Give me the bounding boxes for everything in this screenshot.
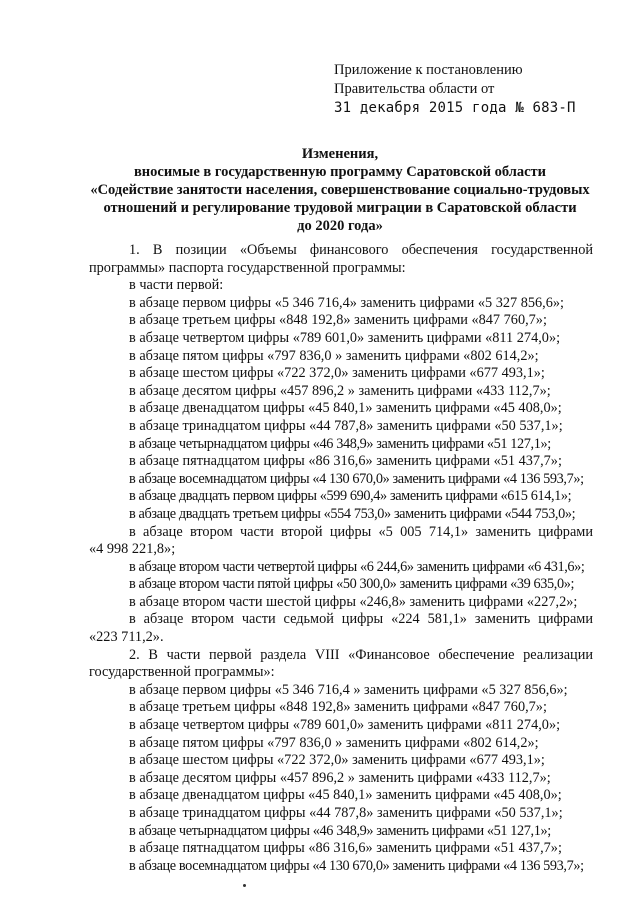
list-item: в абзаце двенадцатом цифры «45 840,1» заменить цифрами «45 408,0»;	[129, 787, 562, 804]
list-item: в абзаце двенадцатом цифры «45 840,1» заменить цифрами «45 408,0»;	[129, 400, 562, 417]
list-item: в абзаце третьем цифры «848 192,8» заменить цифрами «847 760,7»;	[129, 699, 547, 716]
title-line-5: до 2020 года»	[297, 218, 383, 234]
list-item: в абзаце втором части второй цифры «5 005 714,1» заменить цифрами	[129, 523, 593, 540]
paragraph-1-line-2: программы» паспорта государственной программы:	[89, 259, 406, 276]
list-item: в абзаце втором части четвертой цифры «6 244,6» заменить цифрами «6 431,6»;	[129, 558, 585, 575]
header-line-1: Приложение к постановлению	[334, 62, 523, 78]
list-item: в абзаце восемнадцатом цифры «4 130 670,0» заменить цифрами «4 136 593,7»;	[129, 857, 584, 874]
list-item: в абзаце третьем цифры «848 192,8» заменить цифрами «847 760,7»;	[129, 312, 547, 329]
approval-header	[334, 61, 576, 118]
list-item: в абзаце первом цифры «5 346 716,4 » заменить цифрами «5 327 856,6»;	[129, 681, 568, 698]
list-item: в абзаце первом цифры «5 346 716,4» заменить цифрами «5 327 856,6»;	[129, 294, 565, 311]
list-item: в абзаце втором части седьмой цифры «224 581,1» заменить цифрами	[129, 611, 593, 628]
list-item: в абзаце пятом цифры «797 836,0 » заменить цифрами «802 614,2»;	[129, 734, 539, 751]
list-item: в абзаце пятнадцатом цифры «86 316,6» заменить цифрами «51 437,7»;	[129, 840, 562, 857]
document-title	[86, 145, 594, 235]
paragraph-1-line-1: 1. В позиции «Объемы финансового обеспечения государственной	[129, 242, 593, 258]
list-item: в абзаце четырнадцатом цифры «46 348,9» заменить цифрами «51 127,1»;	[129, 822, 551, 839]
list-item: в абзаце десятом цифры «457 896,2 » заменить цифрами «433 112,7»;	[129, 769, 551, 786]
list-item: в абзаце тринадцатом цифры «44 787,8» заменить цифрами «50 537,1»;	[129, 805, 563, 821]
list-item: в абзаце четвертом цифры «789 601,0» заменить цифрами «811 274,0»;	[129, 329, 561, 346]
title-line-3: «Содействие занятости населения, совершенствование социально-трудовых	[90, 182, 590, 198]
list-item: в абзаце втором части пятой цифры «50 300,0» заменить цифрами «39 635,0»;	[129, 576, 575, 593]
list-item: в абзаце восемнадцатом цифры «4 130 670,0» заменить цифрами «4 136 593,7»;	[129, 470, 584, 487]
scan-speck	[243, 884, 246, 887]
header-date-line: 31 декабря 2015 года № 683-П	[334, 100, 576, 116]
list-item: в абзаце тринадцатом цифры «44 787,8» заменить цифрами «50 537,1»;	[129, 417, 563, 434]
list-item: в абзаце двадцать первом цифры «599 690,4» заменить цифрами «615 614,1»;	[129, 488, 572, 505]
list-item: в абзаце шестом цифры «722 372,0» заменить цифрами «677 493,1»;	[129, 365, 545, 382]
list-intro: в части первой:	[129, 277, 224, 294]
list-item-continuation: «223 711,2».	[89, 629, 164, 646]
list-item: в абзаце пятом цифры «797 836,0 » заменить цифрами «802 614,2»;	[129, 347, 539, 364]
list-item: в абзаце четырнадцатом цифры «46 348,9» заменить цифрами «51 127,1»;	[129, 435, 551, 452]
list-item: в абзаце двадцать третьем цифры «554 753,0» заменить цифрами «544 753,0»;	[129, 505, 576, 522]
list-item: в абзаце втором части шестой цифры «246,8» заменить цифрами «227,2»;	[129, 593, 578, 610]
header-line-2: Правительства области от	[334, 81, 495, 97]
list-item: в абзаце пятнадцатом цифры «86 316,6» заменить цифрами «51 437,7»;	[129, 453, 562, 470]
paragraph-2-line-1: 2. В части первой раздела VIII «Финансовое обеспечение реализации	[129, 646, 593, 663]
document-body	[89, 242, 593, 875]
title-line-1: Изменения,	[301, 146, 379, 162]
list-item: в абзаце четвертом цифры «789 601,0» заменить цифрами «811 274,0»;	[129, 717, 561, 734]
list-item: в абзаце десятом цифры «457 896,2 » заменить цифрами «433 112,7»;	[129, 382, 551, 399]
list-item-continuation: «4 998 221,8»;	[89, 541, 176, 558]
paragraph-2-line-2: государственной программы»:	[89, 664, 275, 681]
list-item: в абзаце шестом цифры «722 372,0» заменить цифрами «677 493,1»;	[129, 752, 545, 769]
title-line-2: вносимые в государственную программу Саратовской области	[133, 164, 547, 180]
title-line-4: отношений и регулирование трудовой миграции в Саратовской области	[103, 200, 577, 216]
